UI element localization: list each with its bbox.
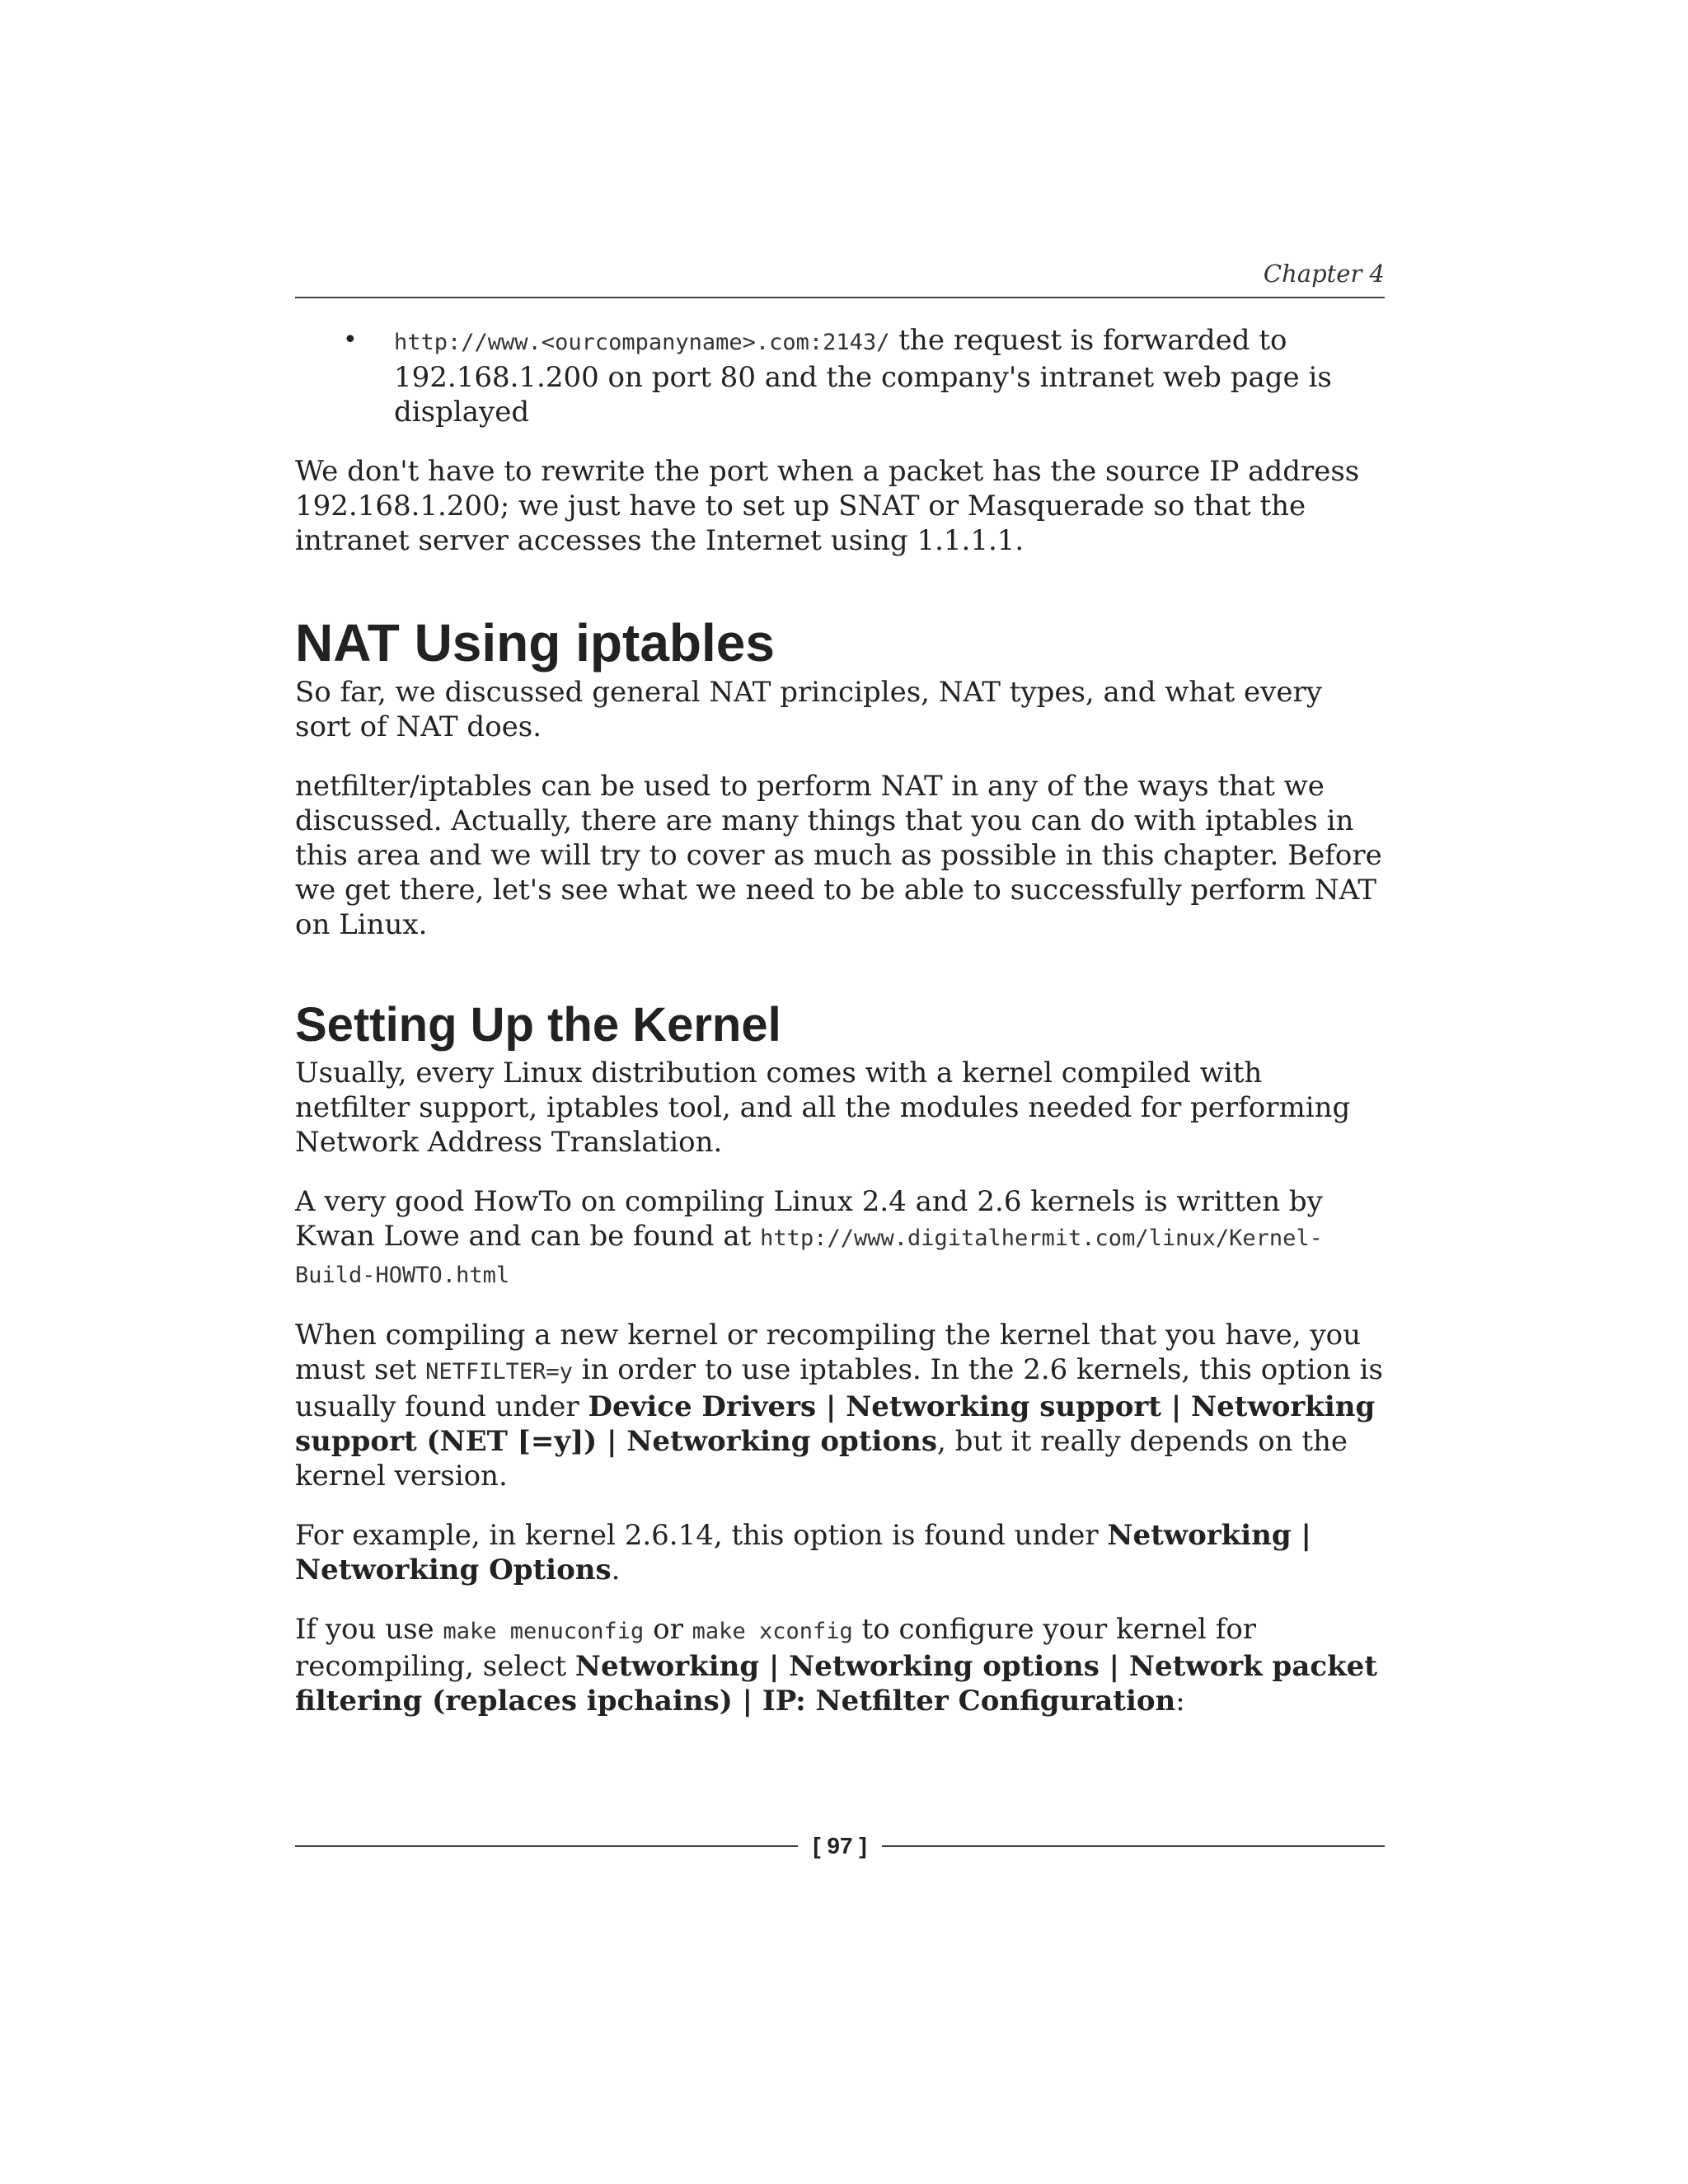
paragraph-howto <box>295 1184 1385 1293</box>
paragraph-menuconfig <box>295 1612 1385 1718</box>
menuconfig-text-a: If you use <box>295 1613 443 1646</box>
example-text-c: . <box>611 1554 621 1586</box>
bullet-list <box>295 323 1385 429</box>
compiling-text-c: , but it really depends on the kernel version. <box>295 1425 1348 1493</box>
howto-text: A very good HowTo on compiling Linux 2.4 and 2.6 kernels is written by Kwan Lowe and can be found at <box>295 1185 1323 1253</box>
paragraph-compiling <box>295 1318 1385 1493</box>
menuconfig-text-or: or <box>644 1613 692 1646</box>
heading-nat-using-iptables: NAT Using iptables <box>295 613 775 673</box>
paragraph-distribution: Usually, every Linux distribution comes with a kernel compiled with netfilter support, iptables tool, and all the modules needed for performing Network Address Translation. <box>295 1057 1351 1159</box>
example-text-a: For example, in kernel 2.6.14, this option is found under <box>295 1519 1108 1552</box>
make-xconfig-code: make xconfig <box>692 1619 853 1644</box>
page-number: [ 97 ] <box>813 1833 867 1858</box>
footer-rule-left <box>295 1845 798 1847</box>
menuconfig-text-b: to configure your kernel for recompiling, select <box>295 1613 1257 1683</box>
heading-setting-up-kernel: Setting Up the Kernel <box>295 998 781 1052</box>
footer-rule-right <box>882 1845 1385 1847</box>
menu-path-networking: Networking | Networking Options <box>295 1519 1311 1586</box>
intranet-url: http://www.<ourcompanyname>.com:2143/ <box>394 330 890 355</box>
list-item <box>343 323 1385 429</box>
paragraph-example <box>295 1518 1385 1587</box>
compiling-text-a: When compiling a new kernel or recompiling the kernel that you have, you must set <box>295 1319 1362 1386</box>
make-menuconfig-code: make menuconfig <box>443 1619 645 1644</box>
paragraph-netfilter: netfilter/iptables can be used to perform NAT in any of the ways that we discussed. Actually, there are many things that you can do with iptables in this area and we will try to cover as much as possible in this chapter. Before we get there, let's see what we need to be able to successfully perform NAT on Linux. <box>295 770 1382 941</box>
list-item-text: the request is forwarded to 192.168.1.200 on port 80 and the company's intranet web page is displayed <box>394 324 1332 429</box>
netfilter-option-code: NETFILTER=y <box>425 1359 573 1385</box>
header-rule <box>295 297 1385 298</box>
howto-url: http://www.digitalhermit.com/linux/Kernel-Build-HOWTO.html <box>295 1226 1323 1288</box>
menu-path-netfilter-config: Networking | Networking options | Network packet filtering (replaces ipchains) | IP: Netfilter Configuration <box>295 1650 1377 1718</box>
running-head: Chapter 4 <box>1263 260 1385 288</box>
compiling-text-b: in order to use iptables. In the 2.6 kernels, this option is usually found under <box>295 1353 1383 1423</box>
menu-path-device-drivers: Device Drivers | Networking support | Networking support (NET [=y]) | Networking options <box>295 1390 1376 1458</box>
page-content <box>295 257 1385 1743</box>
bullet-icon: • <box>343 326 358 354</box>
paragraph-port: We don't have to rewrite the port when a packet has the source IP address 192.168.1.200; we just have to set up SNAT or Masquerade so that the intranet server accesses the Internet using 1.1.1.1. <box>295 455 1360 557</box>
page-footer <box>295 1828 1385 1864</box>
paragraph-nat-intro: So far, we discussed general NAT principles, NAT types, and what every sort of NAT does. <box>295 676 1322 743</box>
menuconfig-text-c: : <box>1175 1685 1185 1718</box>
